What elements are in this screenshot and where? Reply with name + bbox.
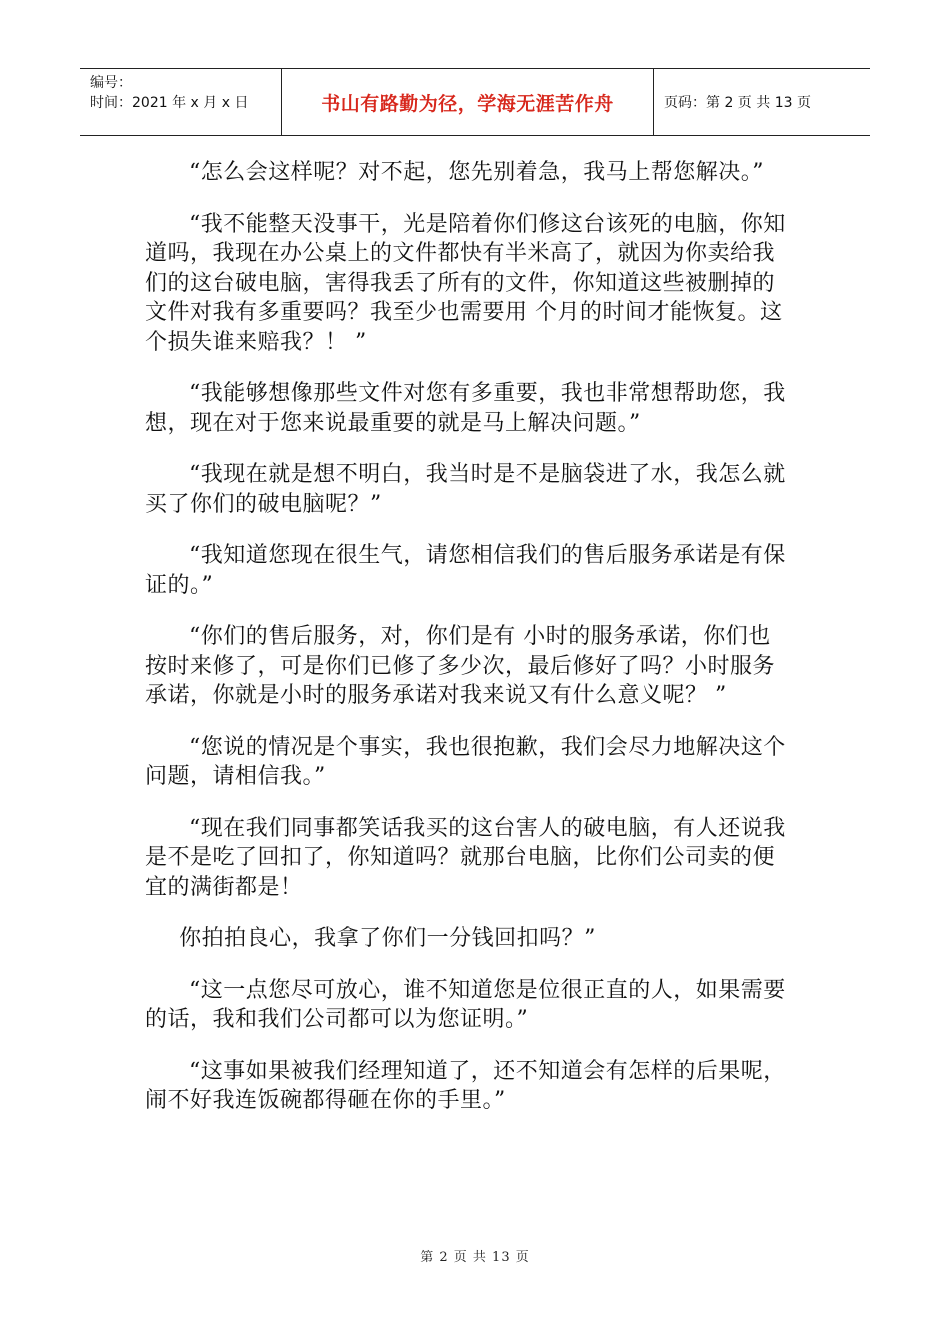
document-date: 时间：2021 年 x 月 x 日 <box>90 95 249 111</box>
paragraph: “我知道您现在很生气，请您相信我们的售后服务承诺是有保证的。” <box>145 543 786 598</box>
paragraph: 你拍拍良心，我拿了你们一分钱回扣吗？” <box>179 926 596 951</box>
page-footer: 第 2 页 共 13 页 <box>420 1250 530 1265</box>
header-motto: 书山有路勤为径，学海无涯苦作舟 <box>282 69 654 135</box>
header-meta <box>80 69 282 135</box>
paragraph: “这事如果被我们经理知道了，还不知道会有怎样的后果呢，闹不好我连饭碗都得砸在你的手里。” <box>145 1058 786 1113</box>
paragraph: “我能够想像那些文件对您有多重要，我也非常想帮助您，我想，现在对于您来说最重要的就是马上解决问题。” <box>145 381 786 436</box>
paragraph: “您说的情况是个事实，我也很抱歉，我们会尽力地解决这个问题，请相信我。” <box>145 734 786 789</box>
paragraph: “你们的售后服务，对，你们是有 小时的服务承诺，你们也按时来修了，可是你们已修了多少次，最后修好了吗？小时服务承诺，你就是小时的服务承诺对我来说又有什么意义呢？ ” <box>145 624 776 708</box>
document-number-label: 编号： <box>90 75 132 91</box>
header-page-info: 页码：第 2 页 共 13 页 <box>664 95 811 111</box>
paragraph: “怎么会这样呢？对不起，您先别着急，我马上帮您解决。” <box>189 160 764 185</box>
paragraph: “这一点您尽可放心，谁不知道您是位很正直的人，如果需要的话，我和我们公司都可以为您证明。” <box>145 977 786 1032</box>
document-body <box>145 158 790 1138</box>
page-header <box>80 68 870 136</box>
paragraph: “我不能整天没事干，光是陪着你们修这台该死的电脑，你知道吗，我现在办公桌上的文件都快有半米高了，就因为你卖给我们的这台破电脑，害得我丢了所有的文件，你知道这些被删掉的文件对我有多重要吗？我至少也需要用 个月的时间才能恢复。这个损失谁来赔我？！ ” <box>145 211 786 355</box>
paragraph: “现在我们同事都笑话我买的这台害人的破电脑，有人还说我是不是吃了回扣了，你知道吗？就那台电脑，比你们公司卖的便宜的满街都是！ <box>145 815 786 900</box>
paragraph: “我现在就是想不明白，我当时是不是脑袋进了水，我怎么就买了你们的破电脑呢？” <box>145 462 786 517</box>
